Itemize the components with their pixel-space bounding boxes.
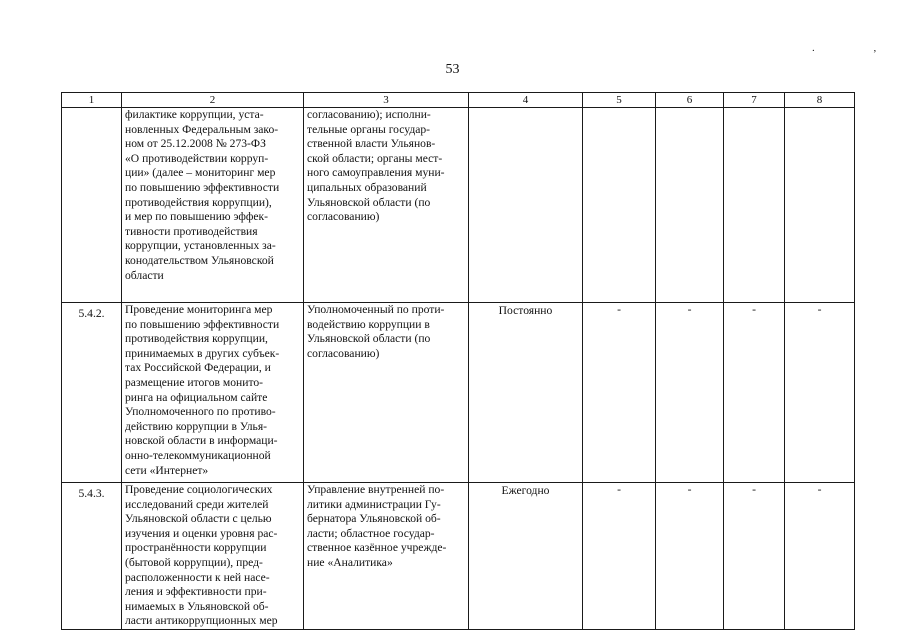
header-col-1: 1: [62, 93, 122, 108]
table-row: [62, 108, 855, 303]
executor-text: Уполномоченный по проти- водействию коррупции в Ульяновской области (по согласованию): [307, 303, 445, 360]
col7-cell: [724, 108, 785, 303]
header-col-8: 8: [785, 93, 855, 108]
term-cell: [469, 108, 583, 303]
col8-cell: -: [785, 303, 855, 483]
page-number: 53: [445, 62, 460, 77]
row-number: 5.4.3.: [62, 483, 122, 630]
measure-text: Проведение социологических исследований среди жителей Ульяновской области с целью изучения и оценки уровня рас- пространённости коррупции (бытовой коррупции), пред- расположенности к ней насе- ления и эффективности при- нимаемых в Ульяновской об- ласти антикоррупционных мер: [125, 483, 278, 628]
table-row: [62, 303, 855, 483]
col8-cell: [785, 108, 855, 303]
col6-cell: -: [656, 303, 724, 483]
col8-cell: -: [785, 483, 855, 630]
col6-cell: -: [656, 483, 724, 630]
header-col-2: 2: [122, 93, 304, 108]
header-col-4: 4: [469, 93, 583, 108]
measures-table: [61, 92, 855, 630]
row-number: 5.4.2.: [62, 303, 122, 483]
executor-text: согласованию); исполни- тельные органы государ- ственной власти Ульянов- ской области; органы мест- ного самоуправления муни- ципальных образований Ульяновской области (по согласованию): [307, 108, 445, 224]
header-col-6: 6: [656, 93, 724, 108]
header-row: [62, 93, 855, 108]
col5-cell: -: [583, 483, 656, 630]
header-col-3: 3: [304, 93, 469, 108]
term-cell: Ежегодно: [469, 483, 583, 630]
col6-cell: [656, 108, 724, 303]
col7-cell: -: [724, 483, 785, 630]
executor-text: Управление внутренней по- литики администрации Гу- бернатора Ульяновской об- ласти; областное государ- ственное казённое учрежде- ние «Аналитика»: [307, 483, 447, 569]
term-cell: Постоянно: [469, 303, 583, 483]
table-row: [62, 483, 855, 630]
measure-text: Проведение мониторинга мер по повышению эффективности противодействия коррупции, принимаемых в других субъек- тах Российской Федерации, и размещение итогов монито- ринга на официальном сайте Уполномоченного по противо- действию коррупции в Улья- новской области в информаци- онно-телекоммуникационной сети «Интернет»: [125, 303, 280, 477]
header-col-5: 5: [583, 93, 656, 108]
col7-cell: -: [724, 303, 785, 483]
header-col-7: 7: [724, 93, 785, 108]
col5-cell: -: [583, 303, 656, 483]
corner-marks: . ,: [812, 42, 905, 54]
col5-cell: [583, 108, 656, 303]
row-number: [62, 108, 122, 303]
measure-text: филактике коррупции, уста- новленных Федеральным зако- ном от 25.12.2008 № 273-ФЗ «О противодействии корруп- ции» (далее – мониторинг мер по повышению эффективности противодействия коррупции), и мер по повышению эффек- тивности противодействия коррупции, установленных за- конодательством Ульяновской области: [125, 108, 280, 282]
